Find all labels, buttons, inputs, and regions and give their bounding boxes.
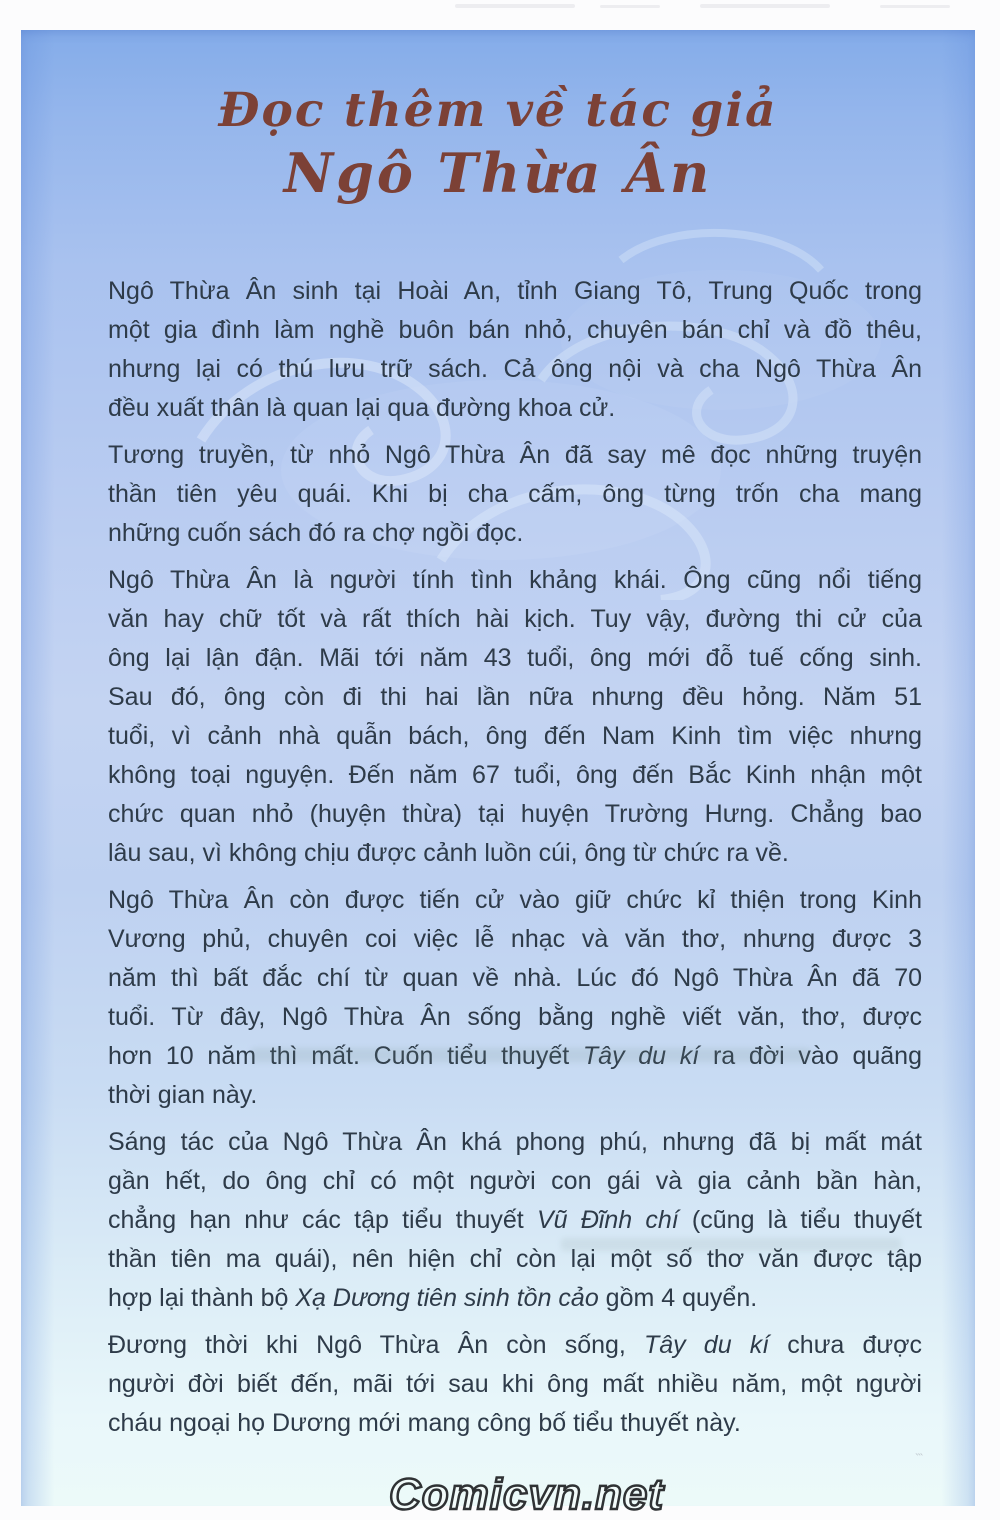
text-line (108, 639, 922, 678)
text-segment: hợp lại thành bộ (108, 1284, 296, 1312)
bleed-through-band (561, 1238, 901, 1251)
paragraph (108, 272, 922, 428)
book-title-text: Tây du kí (582, 1042, 700, 1070)
text-segment: gồm 4 quyển. (598, 1284, 758, 1312)
page-title-line-2: Ngô Thừa Ân (283, 141, 713, 205)
scan-smudge (880, 5, 950, 8)
text-line (108, 881, 922, 920)
scan-smudge (455, 4, 575, 8)
text-line (108, 834, 922, 873)
text-line (108, 389, 922, 428)
book-title-text: Vũ Đĩnh chí (536, 1206, 679, 1234)
paragraph (108, 1326, 922, 1443)
text-line (108, 272, 922, 311)
text-segment: Sau đó, ông còn đi thi hai lần nữa nhưng đều hỏng. Năm 51 (108, 683, 922, 711)
text-segment: (cũng là tiểu thuyết (678, 1206, 922, 1234)
text-segment: Vương phủ, chuyên coi việc lễ nhạc và văn thơ, nhưng được 3 (108, 925, 922, 953)
text-segment: thần tiên yêu quái. Khi bị cha cấm, ông từng trốn cha mang (108, 480, 922, 508)
scan-smudge (700, 4, 830, 8)
book-title-text: Tây du kí (644, 1331, 770, 1359)
paragraph (108, 881, 922, 1115)
book-page (21, 30, 975, 1519)
text-segment: nhưng lại có thú lưu trữ sách. Cả ông nội và cha Ngô Thừa Ân (108, 355, 922, 383)
text-segment: tuổi. Từ đây, Ngô Thừa Ân sống bằng nghề viết văn, thơ, được (108, 1003, 922, 1031)
text-line (108, 1076, 922, 1115)
text-line (108, 1201, 922, 1240)
text-segment: chẳng hạn như các tập tiểu thuyết (108, 1206, 537, 1234)
text-segment: thời gian này. (108, 1081, 258, 1109)
paragraph (108, 561, 922, 873)
text-segment: văn hay chữ tốt và rất thích hài kịch. Tuy vậy, đường thi cử của (108, 605, 922, 633)
text-segment: cháu ngoại họ Dương mới mang công bố tiểu thuyết này. (108, 1409, 741, 1437)
text-segment: Ngô Thừa Ân sinh tại Hoài An, tỉnh Giang Tô, Trung Quốc trong (108, 277, 922, 305)
page-title (21, 82, 975, 206)
text-line (108, 756, 922, 795)
watermark: Comicvn.net (389, 1470, 665, 1519)
text-line (108, 350, 922, 389)
text-line (108, 561, 922, 600)
bleed-through-band (251, 1048, 811, 1062)
text-line (108, 1123, 922, 1162)
page-title-line-1: Đọc thêm về tác giả (218, 83, 778, 138)
text-line (108, 678, 922, 717)
text-segment: Ngô Thừa Ân còn được tiến cử vào giữ chức kỉ thiện trong Kinh (108, 886, 922, 914)
text-line (108, 1404, 922, 1443)
article-text (108, 272, 922, 1451)
text-segment: chức quan nhỏ (huyện thừa) tại huyện Trường Hưng. Chẳng bao (108, 800, 922, 828)
text-segment: gần hết, do ông chỉ có một người con gái và gia cảnh bần hàn, (108, 1167, 922, 1195)
text-line (108, 600, 922, 639)
text-line (108, 959, 922, 998)
text-line (108, 920, 922, 959)
text-segment: Đương thời khi Ngô Thừa Ân còn sống, (108, 1331, 644, 1359)
text-line (108, 717, 922, 756)
text-segment: người đời biết đến, mãi tới sau khi ông mất nhiều năm, một người (108, 1370, 922, 1398)
text-line (108, 311, 922, 350)
text-segment: Sáng tác của Ngô Thừa Ân khá phong phú, nhưng đã bị mất mát (108, 1128, 922, 1156)
text-line (108, 475, 922, 514)
text-segment: không toại nguyện. Đến năm 67 tuổi, ông đến Bắc Kinh nhận một (108, 761, 922, 789)
paragraph (108, 1123, 922, 1318)
paragraph (108, 436, 922, 553)
text-line (108, 1162, 922, 1201)
text-line (108, 1326, 922, 1365)
text-line (108, 998, 922, 1037)
text-line (108, 795, 922, 834)
text-segment: tuổi, vì cảnh nhà quẫn bách, ông đến Nam Kinh tìm việc nhưng (108, 722, 922, 750)
text-segment: Tương truyền, từ nhỏ Ngô Thừa Ân đã say mê đọc những truyện (108, 441, 922, 469)
text-segment: chưa được (769, 1331, 922, 1359)
text-segment: Ngô Thừa Ân là người tính tình khảng khái. Ông cũng nổi tiếng (108, 566, 922, 594)
text-segment: ra đời vào quãng (699, 1042, 922, 1070)
scan-smudge (600, 5, 660, 8)
text-segment: thần tiên ma quái), nên hiện chỉ còn lại một số thơ văn được tập (108, 1245, 922, 1273)
text-line (108, 436, 922, 475)
text-line (108, 1365, 922, 1404)
book-title-text: Xạ Dương tiên sinh tồn cảo (295, 1284, 599, 1312)
text-segment: hơn 10 năm thì mất. Cuốn tiểu thuyết (108, 1042, 583, 1070)
text-segment: một gia đình làm nghề buôn bán nhỏ, chuyên bán chỉ và đồ thêu, (108, 316, 922, 344)
text-segment: những cuốn sách đó ra chợ ngồi đọc. (108, 519, 524, 547)
text-line (108, 514, 922, 553)
text-segment: năm thì bất đắc chí từ quan về nhà. Lúc đó Ngô Thừa Ân đã 70 (108, 964, 922, 992)
faded-page-number: ‷ (915, 1452, 928, 1465)
text-segment: ông lại lận đận. Mãi tới năm 43 tuổi, ông mới đỗ tuế cống sinh. (108, 644, 922, 672)
text-segment: đều xuất thân là quan lại qua đường khoa cử. (108, 394, 616, 422)
text-line (108, 1279, 922, 1318)
text-segment: lâu sau, vì không chịu được cảnh luồn cúi, ông từ chức ra về. (108, 839, 789, 867)
